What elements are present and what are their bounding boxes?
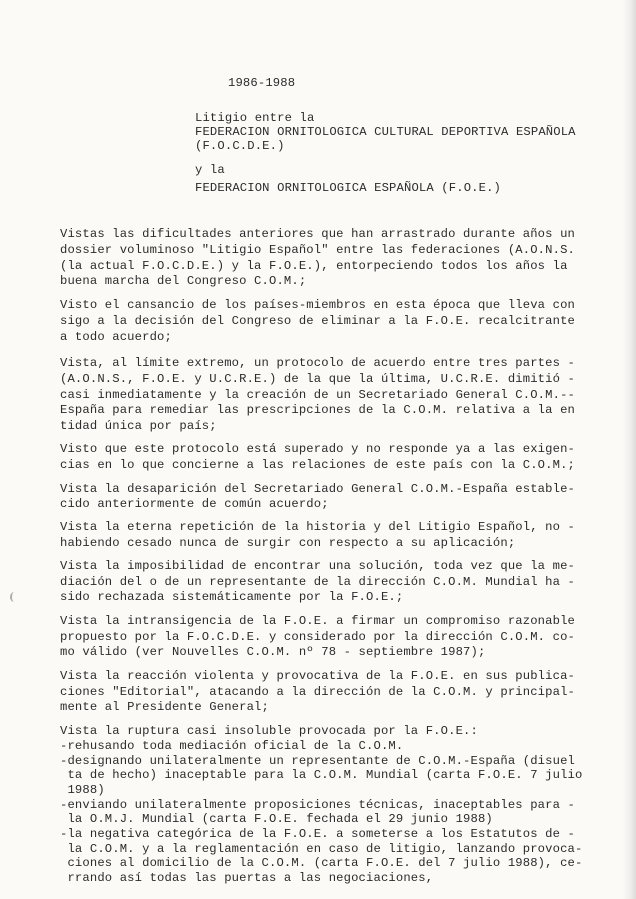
paragraph-4-line-2: cias en lo que concierne a las relaciones de este país con la C.O.M.;: [60, 458, 575, 472]
paragraph-3-line-4: España para remediar las prescripciones de la C.O.M. relativa a la en: [60, 403, 575, 417]
paragraph-9-line-2: ciones "Editorial", atacando a la dirección de la C.O.M. y principal-: [60, 685, 575, 699]
paragraph-10-line-2: -rehusando toda mediación oficial de la C.O.M.: [60, 739, 404, 753]
title-line-3: (F.O.C.D.E.): [195, 139, 285, 153]
title-line-4: y la: [195, 163, 225, 177]
paragraph-1-line-2: dossier voluminoso "Litigio Español" entre las federaciones (A.O.N.S.: [60, 243, 575, 257]
paragraph-6-line-1: Vista la eterna repetición de la historia y del Litigio Español, no -: [60, 520, 575, 534]
paragraph-3-line-2: (A.O.N.S., F.O.E. y U.C.R.E.) de la que la última, U.C.R.E. dimitió -: [60, 372, 575, 386]
paragraph-3-line-5: tidad única por país;: [60, 419, 217, 433]
paragraph-9-line-1: Vista la reacción violenta y provocativa de la F.O.E. en sus publica-: [60, 669, 575, 683]
paragraph-7-line-1: Vista la imposibilidad de encontrar una solución, toda vez que la me-: [60, 559, 575, 573]
paragraph-8-line-3: mo válido (ver Nouvelles C.O.M. nº 78 - septiembre 1987);: [60, 645, 486, 659]
paragraph-1-line-3: (la actual F.O.C.D.E.) y la F.O.E.), entorpeciendo todos los años la: [60, 259, 568, 273]
paragraph-3-line-1: Vista, al límite extremo, un protocolo de acuerdo entre tres partes -: [60, 356, 575, 370]
paragraph-7-line-3: sido rechazada sistemáticamente por la F.O.E.;: [60, 590, 404, 604]
paragraph-10-line-10: ciones al domicilio de la C.O.M. (carta F.O.E. del 7 julio 1988), ce-: [60, 856, 583, 870]
paragraph-7-line-2: diación del o de un representante de la dirección C.O.M. Mundial ha -: [60, 575, 575, 589]
paragraph-10-line-4: ta de hecho) inaceptable para la C.O.M. Mundial (carta F.O.E. 7 julio: [60, 768, 583, 782]
paragraph-4-line-1: Visto que este protocolo está superado y no responde ya a las exigen-: [60, 442, 575, 456]
page-edge-shadow: [622, 0, 636, 899]
paragraph-9-line-3: mente al Presidente General;: [60, 700, 269, 714]
paragraph-5-line-1: Vista la desaparición del Secretariado General C.O.M.-España estable-: [60, 482, 575, 496]
paragraph-10-line-1: Vista la ruptura casi insoluble provocada por la F.O.E.:: [60, 724, 478, 738]
paragraph-2-line-3: a todo acuerdo;: [60, 330, 172, 344]
title-line-2: FEDERACION ORNITOLOGICA CULTURAL DEPORTIVA ESPAÑOLA: [195, 125, 576, 139]
paragraph-5-line-2: cido anteriormente de común acuerdo;: [60, 497, 329, 511]
paragraph-3-line-3: casi inmediatamente y la creación de un Secretariado General C.O.M.--: [60, 388, 575, 402]
paragraph-10-line-11: rrando así todas las puertas a las negociaciones,: [60, 871, 434, 885]
paragraph-10-line-8: -la negativa categórica de la F.O.E. a someterse a los Estatutos de -: [60, 827, 575, 841]
paragraph-2-line-1: Visto el cansancio de los países-miembros en esta época que lleva con: [60, 298, 575, 312]
paragraph-10-line-3: -designando unilateralmente un representante de C.O.M.-España (disuel: [60, 754, 575, 768]
paragraph-10-line-7: la O.M.J. Mundial (carta F.O.E. fechada el 29 junio 1988): [60, 812, 493, 826]
paragraph-10-line-5: 1988): [60, 783, 105, 797]
title-line-1: Litigio entre la: [195, 111, 315, 125]
paragraph-2-line-2: sigo a la decisión del Congreso de eliminar a la F.O.E. recalcitrante: [60, 314, 575, 328]
title-line-5: FEDERACION ORNITOLOGICA ESPAÑOLA (F.O.E.): [195, 181, 502, 195]
document-date: 1986-1988: [228, 76, 296, 90]
paragraph-10-line-6: -enviando unilateralmente proposiciones técnicas, inaceptables para -: [60, 798, 575, 812]
margin-mark: [10, 592, 18, 602]
paragraph-1-line-1: Vistas las dificultades anteriores que han arrastrado durante años un: [60, 227, 575, 241]
paragraph-1-line-4: buena marcha del Congreso C.O.M.;: [60, 274, 307, 288]
paragraph-8-line-2: propuesto por la F.O.C.D.E. y considerado por la dirección C.O.M. co-: [60, 630, 575, 644]
paragraph-6-line-2: habiendo cesado nunca de surgir con respecto a su aplicación;: [60, 536, 516, 550]
paragraph-10-line-9: la C.O.M. y a la reglamentación en caso de litigio, lanzando provoca-: [60, 842, 583, 856]
paragraph-8-line-1: Vista la intransigencia de la F.O.E. a firmar un compromiso razonable: [60, 614, 575, 628]
